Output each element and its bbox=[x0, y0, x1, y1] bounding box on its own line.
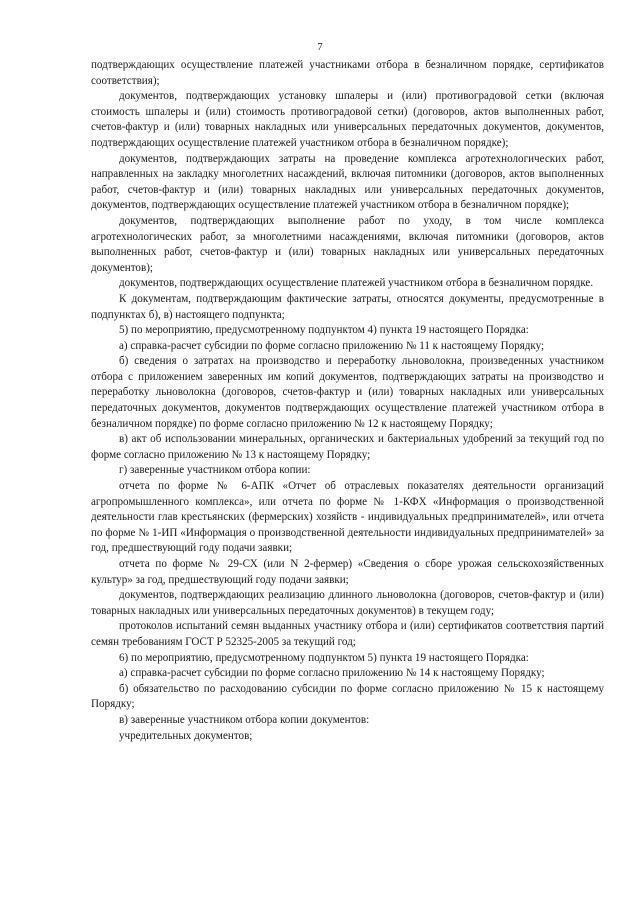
paragraph-report-6apk: отчета по форме № 6-АПК «Отчет об отраслевых показателях деятельности организаций агропромышленного комплекса», или отчета по форме № 1-КФХ «Информация о производственной деятельности глав крестьянских (фермерских) хозяйств - индивидуальных предпринимателей», или отчета по форме № 1-ИП «Информация о производственной деятельности индивидуальных предпринимателей» за год, предшествующий году подачи заявки; bbox=[91, 480, 604, 555]
paragraph-actual-costs-note: К документам, подтверждающим фактические затраты, относятся документы, предусмотренные в подпунктах б), в) настоящего подпункта; bbox=[91, 292, 604, 321]
paragraph-payment-docs: документов, подтверждающих осуществление платежей участником отбора в безналичном порядке. bbox=[119, 277, 594, 290]
paragraph-item-5b: б) сведения о затратах на производство и переработку льноволокна, произведенных участником отбора с приложением заверенных им копий документов, подтверждающих затраты на производство и переработку льноволокна (договоров, счетов-фактур и (или) товарных накладных или универсальных передаточных документов, документов подтверждающих осуществление платежей участником отбора в безналичном порядке) по форме согласно приложению № 12 к настоящему Порядку; bbox=[91, 355, 604, 430]
paragraph-item-6: 6) по мероприятию, предусмотренному подпунктом 5) пункта 19 настоящего Порядка: bbox=[119, 651, 529, 664]
paragraph-continuation: подтверждающих осуществление платежей участниками отбора в безналичном порядке, сертификатов соответствия); bbox=[91, 59, 604, 87]
paragraph-item-5a: а) справка-расчет субсидии по форме согласно приложению № 11 к настоящему Порядку; bbox=[119, 339, 545, 352]
paragraph-item-6v: в) заверенные участником отбора копии документов: bbox=[119, 713, 370, 726]
paragraph-item-6a: а) справка-расчет субсидии по форме согласно приложению № 14 к настоящему Порядку; bbox=[119, 667, 545, 680]
paragraph-item-5v: в) акт об использовании минеральных, органических и бактериальных удобрений за текущий год по форме согласно приложению № 13 к настоящему Порядку; bbox=[91, 433, 604, 461]
document-body bbox=[91, 58, 604, 744]
paragraph-report-29sx: отчета по форме № 29-СХ (или N 2-фермер) «Сведения о сборе урожая сельскохозяйственных культур» за год, предшествующий году подачи заявки; bbox=[91, 558, 604, 586]
paragraph-flax-sales: документов, подтверждающих реализацию длинного льноволокна (договоров, счетов-фактур и (или) товарных накладных или универсальных передаточных документов) в текущем году; bbox=[91, 589, 604, 617]
page-number: 7 bbox=[317, 41, 323, 53]
paragraph-agrotech-costs: документов, подтверждающих затраты на проведение комплекса агротехнологических работ, направленных на закладку многолетних насаждений, включая питомники (договоров, актов выполненных работ, счетов-фактур и (или) товарных накладных или универсальных передаточных документов, документов, подтверждающих осуществление платежей участником отбора в безналичном порядке); bbox=[91, 152, 604, 212]
paragraph-care-works: документов, подтверждающих выполнение работ по уходу, в том числе комплекса агротехнологических работ, за многолетними насаждениями, включая питомники (договоров, актов выполненных работ, счетов-фактур и (или) товарных накладных или универсальных передаточных документов); bbox=[91, 214, 604, 274]
paragraph-trellis-docs: документов, подтверждающих установку шпалеры и (или) противоградовой сетки (включая стоимость шпалеры и (или) стоимость противоградовой сетки) (договоров, актов выполненных работ, счетов-фактур и (или) товарных накладных или универсальных передаточных документов, документов, подтверждающих осуществление платежей участником отбора в безналичном порядке); bbox=[91, 90, 604, 149]
paragraph-seed-protocols: протоколов испытаний семян выданных участнику отбора и (или) сертификатов соответствия партий семян требованиям ГОСТ Р 52325-2005 за текущий год; bbox=[91, 620, 604, 648]
paragraph-item-5g: г) заверенные участником отбора копии: bbox=[119, 464, 311, 477]
paragraph-founding-docs: учредительных документов; bbox=[119, 729, 253, 742]
paragraph-item-5: 5) по мероприятию, предусмотренному подпунктом 4) пункта 19 настоящего Порядка: bbox=[119, 324, 529, 337]
paragraph-item-6b: б) обязательство по расходованию субсидии по форме согласно приложению № 15 к настоящему Порядку; bbox=[91, 682, 604, 711]
